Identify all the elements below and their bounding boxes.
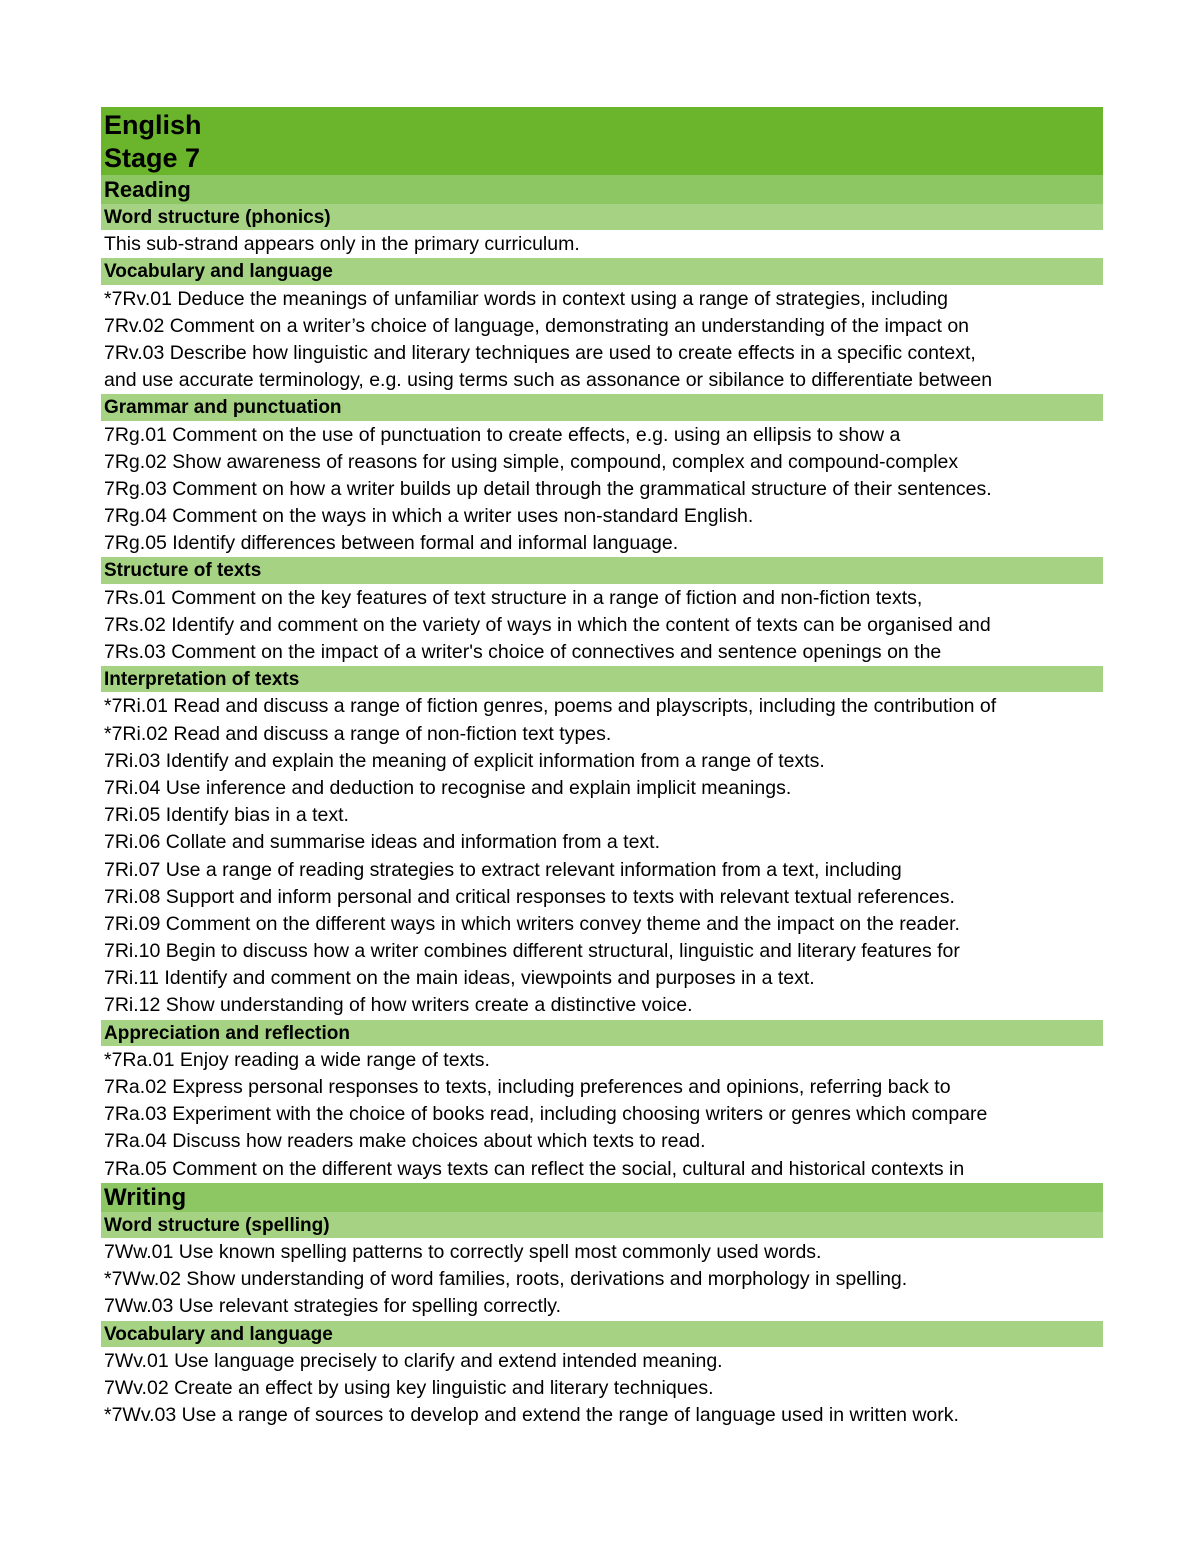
objective-row: 7Rg.05 Identify differences between formal and informal language. [101,530,1103,557]
objective-row: 7Ww.03 Use relevant strategies for spelling correctly. [101,1293,1103,1320]
objective-row: 7Rs.01 Comment on the key features of text structure in a range of fiction and non-fiction texts, [101,585,1103,612]
objective-row: 7Rg.03 Comment on how a writer builds up detail through the grammatical structure of their sentences. [101,476,1103,503]
objective-row: 7Ra.03 Experiment with the choice of books read, including choosing writers or genres which compare [101,1101,1103,1128]
objective-row: 7Ri.04 Use inference and deduction to recognise and explain implicit meanings. [101,775,1103,802]
objective-row: 7Ri.05 Identify bias in a text. [101,802,1103,829]
objective-row: and use accurate terminology, e.g. using terms such as assonance or sibilance to differentiate between [101,367,1103,394]
objective-row: *7Rv.01 Deduce the meanings of unfamiliar words in context using a range of strategies, including [101,286,1103,313]
objective-row: 7Ri.08 Support and inform personal and critical responses to texts with relevant textual references. [101,884,1103,911]
objective-row: 7Ri.09 Comment on the different ways in which writers convey theme and the impact on the reader. [101,911,1103,938]
objective-row: 7Wv.01 Use language precisely to clarify and extend intended meaning. [101,1348,1103,1375]
objective-row: 7Ra.02 Express personal responses to texts, including preferences and opinions, referring back to [101,1074,1103,1101]
strand-header: Writing [101,1183,1103,1212]
objective-row: 7Ri.03 Identify and explain the meaning of explicit information from a range of texts. [101,748,1103,775]
objective-row: 7Ri.10 Begin to discuss how a writer combines different structural, linguistic and literary features for [101,938,1103,965]
subject-title: English [104,110,202,140]
curriculum-rows [101,175,1103,1429]
objective-row: 7Ra.05 Comment on the different ways texts can reflect the social, cultural and historical contexts in [101,1156,1103,1183]
objective-row: 7Ra.04 Discuss how readers make choices about which texts to read. [101,1128,1103,1155]
objective-row: 7Ri.06 Collate and summarise ideas and information from a text. [101,829,1103,856]
curriculum-sheet [101,107,1103,1429]
substrand-header: Vocabulary and language [101,258,1103,285]
objective-row: 7Ri.07 Use a range of reading strategies to extract relevant information from a text, including [101,857,1103,884]
substrand-header: Word structure (phonics) [101,204,1103,231]
substrand-header: Word structure (spelling) [101,1212,1103,1239]
strand-header: Reading [101,175,1103,204]
objective-row: 7Rv.02 Comment on a writer’s choice of language, demonstrating an understanding of the impact on [101,313,1103,340]
substrand-header: Structure of texts [101,557,1103,584]
objective-row: *7Ra.01 Enjoy reading a wide range of texts. [101,1047,1103,1074]
objective-row: 7Rv.03 Describe how linguistic and literary techniques are used to create effects in a specific context, [101,340,1103,367]
objective-row: 7Rs.02 Identify and comment on the variety of ways in which the content of texts can be organised and [101,612,1103,639]
objective-row: 7Rg.04 Comment on the ways in which a writer uses non-standard English. [101,503,1103,530]
substrand-header: Interpretation of texts [101,666,1103,693]
objective-row: *7Ww.02 Show understanding of word families, roots, derivations and morphology in spelling. [101,1266,1103,1293]
objective-row: 7Ww.01 Use known spelling patterns to correctly spell most commonly used words. [101,1239,1103,1266]
substrand-header: Vocabulary and language [101,1321,1103,1348]
substrand-header: Grammar and punctuation [101,394,1103,421]
objective-row: 7Ri.12 Show understanding of how writers create a distinctive voice. [101,992,1103,1019]
objective-row: *7Wv.03 Use a range of sources to develop and extend the range of language used in written work. [101,1402,1103,1429]
document-title [101,107,1103,175]
objective-row: 7Rg.02 Show awareness of reasons for using simple, compound, complex and compound-complex [101,449,1103,476]
objective-row: 7Ri.11 Identify and comment on the main ideas, viewpoints and purposes in a text. [101,965,1103,992]
stage-title: Stage 7 [104,143,201,173]
objective-row: 7Rs.03 Comment on the impact of a writer's choice of connectives and sentence openings on the [101,639,1103,666]
objective-row: *7Ri.02 Read and discuss a range of non-fiction text types. [101,721,1103,748]
objective-row: *7Ri.01 Read and discuss a range of fiction genres, poems and playscripts, including the contribution of [101,693,1103,720]
objective-row: 7Rg.01 Comment on the use of punctuation to create effects, e.g. using an ellipsis to show a [101,422,1103,449]
substrand-header: Appreciation and reflection [101,1020,1103,1047]
objective-row: This sub-strand appears only in the primary curriculum. [101,231,1103,258]
objective-row: 7Wv.02 Create an effect by using key linguistic and literary techniques. [101,1375,1103,1402]
